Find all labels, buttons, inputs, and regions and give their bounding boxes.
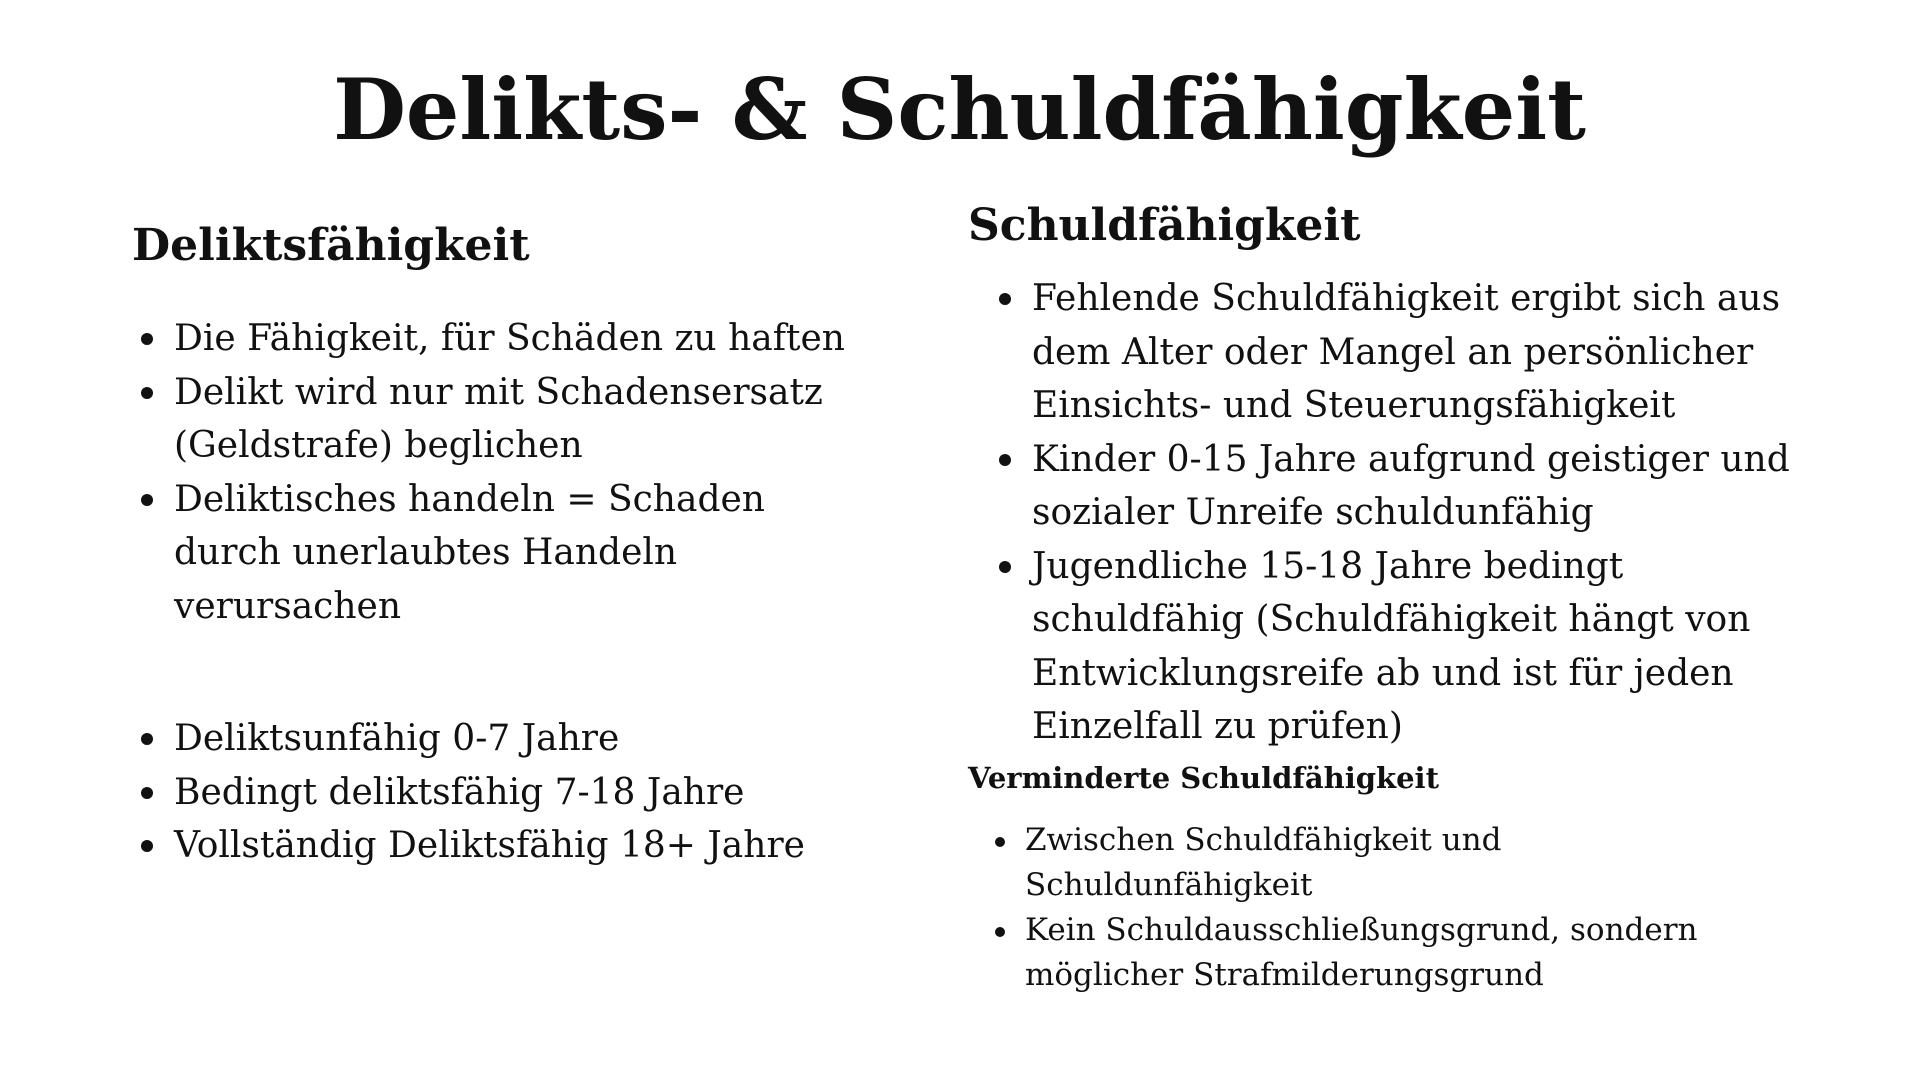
verminderte-schuldfaehigkeit-list (990, 818, 1790, 998)
schuldfaehigkeit-heading: Schuldfähigkeit (968, 200, 1361, 251)
list-item: Delikt wird nur mit Schadensersatz (Geldstrafe) beglichen (132, 366, 872, 473)
list-item: Kinder 0-15 Jahre aufgrund geistiger und sozialer Unreife schuldunfähig (990, 433, 1790, 540)
verminderte-schuldfaehigkeit-heading: Verminderte Schuldfähigkeit (968, 761, 1439, 795)
list-item: Kein Schuldausschließungsgrund, sondern möglicher Strafmilderungsgrund (990, 908, 1790, 998)
list-item: Vollständig Deliktsfähig 18+ Jahre (132, 819, 872, 873)
deliktsfaehigkeit-heading: Deliktsfähigkeit (132, 220, 530, 271)
list-item: Zwischen Schuldfähigkeit und Schuldunfähigkeit (990, 818, 1790, 908)
deliktsfaehigkeit-age-list (132, 712, 872, 873)
page-title: Delikts- & Schuldfähigkeit (333, 60, 1586, 159)
list-item: Jugendliche 15-18 Jahre bedingt schuldfähig (Schuldfähigkeit hängt von Entwicklungsreife ab und ist für jeden Einzelfall zu prüfen) (990, 540, 1790, 754)
list-item: Deliktisches handeln = Schaden durch unerlaubtes Handeln verursachen (132, 473, 872, 634)
list-item: Die Fähigkeit, für Schäden zu haften (132, 312, 872, 366)
deliktsfaehigkeit-definition-list (132, 312, 872, 633)
schuldfaehigkeit-list (990, 272, 1790, 754)
list-item: Deliktsunfähig 0-7 Jahre (132, 712, 872, 766)
list-item: Fehlende Schuldfähigkeit ergibt sich aus dem Alter oder Mangel an persönlicher Einsichts- und Steuerungsfähigkeit (990, 272, 1790, 433)
list-item: Bedingt deliktsfähig 7-18 Jahre (132, 766, 872, 820)
